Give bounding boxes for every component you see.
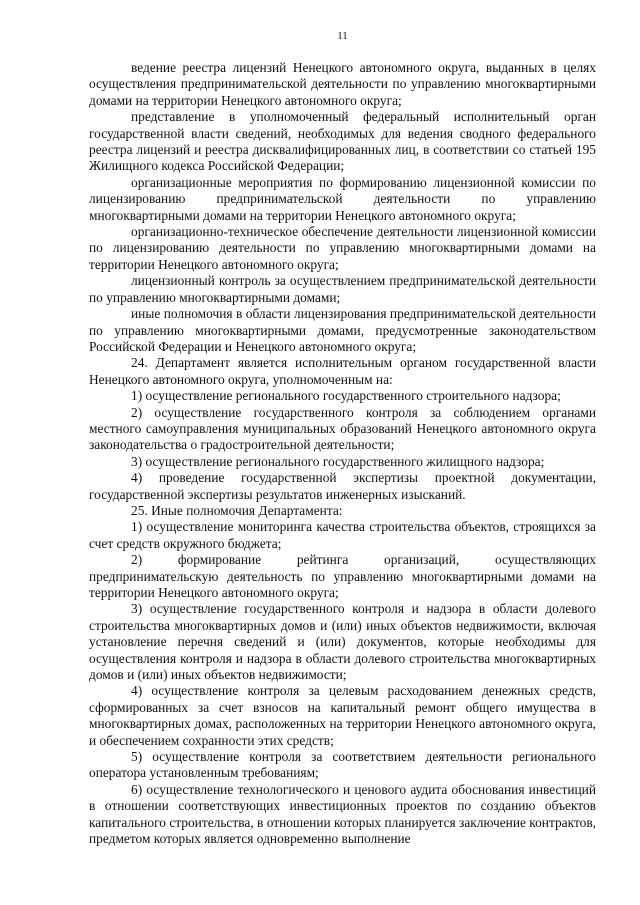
- paragraph-section-25-intro: 25. Иные полномочия Департамента:: [131, 502, 343, 518]
- paragraph-25-item-2: 2) формирование рейтинга организаций, осуществляющих предпринимательскую деятельность по управлению многоквартирными домами на территории Ненецкого автономного округа;: [89, 552, 596, 600]
- paragraph-other-licensing-powers: иные полномочия в области лицензирования предпринимательской деятельности по управлению многоквартирными домами, предусмотренные законодательством Российской Федерации и Ненецкого автономного округа;: [89, 306, 596, 354]
- paragraph-25-item-1: 1) осуществление мониторинга качества строительства объектов, строящихся за счет средств окружного бюджета;: [89, 519, 596, 551]
- paragraph-24-item-2: 2) осуществление государственного контроля за соблюдением органами местного самоуправления муниципальных образований Ненецкого автономного округа законодательства о градостроительной деятельности;: [89, 404, 596, 453]
- paragraph-commission-formation: организационные мероприятия по формированию лицензионной комиссии по лицензированию предпринимательской деятельности по управлению многоквартирными домами на территории Ненецкого автономного округа;: [89, 174, 596, 223]
- paragraph-25-item-3: 3) осуществление государственного контроля и надзора в области долевого строительства многоквартирных домов и (или) иных объектов недвижимости, включая установление перечня сведений и (или) документов, которые необходимы для осуществления контроля и надзора в области долевого строительства многоквартирных домов и (или) иных объектов недвижимости;: [89, 601, 596, 683]
- paragraph-section-24-intro: 24. Департамент является исполнительным органом государственной власти Ненецкого автономного округа, уполномоченным на:: [89, 355, 596, 387]
- paragraph-federal-reporting: представление в уполномоченный федеральный исполнительный орган государственной власти сведений, необходимых для ведения сводного федерального реестра лицензий и реестра дисквалифицированных лиц, в соответствии со статьей 195 Жилищного кодекса Российской Федерации;: [89, 109, 596, 174]
- page-number: 11: [337, 30, 348, 42]
- paragraph-24-item-1: 1) осуществление регионального государственного строительного надзора;: [131, 388, 561, 404]
- paragraph-25-item-6: 6) осуществление технологического и ценового аудита обоснования инвестиций в отношении соответствующих инвестиционных проектов по созданию объектов капитального строительства, в отношении которых планируется заключение контрактов, предметом которых является одновременно выполнение: [89, 781, 596, 847]
- paragraph-24-item-3: 3) осуществление регионального государственного жилищного надзора;: [131, 453, 545, 469]
- paragraph-registry-maintenance: ведение реестра лицензий Ненецкого автономного округа, выданных в целях осуществления предпринимательской деятельности по управлению многоквартирными домами на территории Ненецкого автономного округа;: [89, 60, 596, 108]
- paragraph-commission-support: организационно-техническое обеспечение деятельности лицензионной комиссии по лицензированию деятельности по управлению многоквартирными домами на территории Ненецкого автономного округа;: [89, 224, 596, 272]
- document-body: [89, 60, 596, 848]
- paragraph-license-control: лицензионный контроль за осуществлением предпринимательской деятельности по управлению многоквартирными домами;: [89, 273, 596, 305]
- paragraph-25-item-4: 4) осуществление контроля за целевым расходованием денежных средств, сформированных за счет взносов на капитальный ремонт общего имущества в многоквартирных домах, расположенных на территории Ненецкого автономного округа, и обеспечением сохранности этих средств;: [89, 683, 596, 748]
- paragraph-24-item-4: 4) проведение государственной экспертизы проектной документации, государственной экспертизы результатов инженерных изысканий.: [89, 470, 596, 502]
- paragraph-25-item-5: 5) осуществление контроля за соответствием деятельности регионального оператора установленным требованиям;: [89, 749, 596, 781]
